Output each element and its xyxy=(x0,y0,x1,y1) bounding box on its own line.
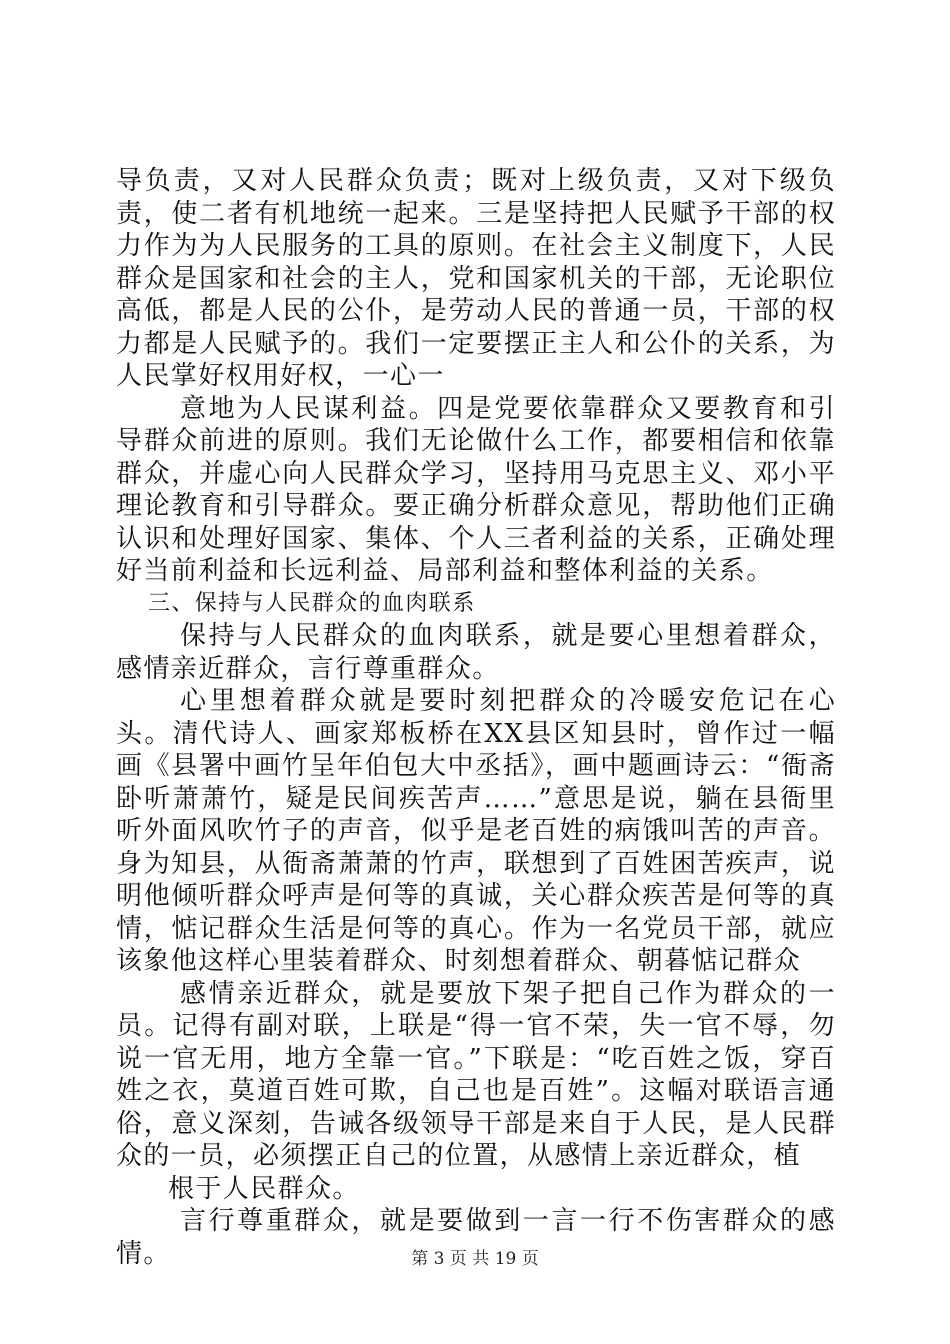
paragraph: 保持与人民群众的血肉联系，就是要心里想着群众，感情亲近群众，言行尊重群众。 xyxy=(116,621,836,684)
paragraph: 根于人民群众。 xyxy=(168,1173,360,1204)
section-heading: 三、保持与人民群众的血肉联系 xyxy=(148,590,476,616)
paragraph: 言行尊重群众，就是要做到一言一行不伤害群众的感情。 xyxy=(116,1206,836,1269)
body-text xyxy=(116,165,836,1270)
paragraph: 意地为人民谋利益。四是党要依靠群众又要教育和引导群众前进的原则。我们无论做什么工作，都要相信和依靠群众，并虚心向人民群众学习，坚持用马克思主义、邓小平理论教育和引导群众。要正确分析群众意见，帮助他们正确认识和处理好国家、集体、个人三者利益的关系，正确处理好当前利益和长远利益、局部利益和整体利益的关系。 xyxy=(116,393,836,586)
paragraph: 感情亲近群众，就是要放下架子把自己作为群众的一员。记得有副对联，上联是“得一官不荣，失一官不辱，勿说一官无用，地方全靠一官。”下联是：“吃百姓之饭，穿百姓之衣，莫道百姓可欺，自己也是百姓”。这幅对联语言通俗，意义深刻，告诫各级领导干部是来自于人民，是人民群众的一员，必须摆正自己的位置，从感情上亲近群众，植 xyxy=(116,978,836,1171)
paragraph: 导负责，又对人民群众负责；既对上级负责，又对下级负责，使二者有机地统一起来。三是坚持把人民赋予干部的权力作为为人民服务的工具的原则。在社会主义制度下，人民群众是国家和社会的主人，党和国家机关的干部，无论职位高低，都是人民的公仆，是劳动人民的普通一员，干部的权力都是人民赋予的。我们一定要摆正主人和公仆的关系，为人民掌好权用好权，一心一 xyxy=(116,166,836,391)
page-footer: 第 3 页 共 19 页 xyxy=(411,1249,539,1269)
paragraph: 心里想着群众就是要时刻把群众的冷暖安危记在心头。清代诗人、画家郑板桥在XX县区知县时，曾作过一幅画《县署中画竹呈年伯包大中丞括》，画中题画诗云：“衙斋卧听萧萧竹，疑是民间疾苦声……”意思是说，躺在县衙里听外面风吹竹子的声音，似乎是老百姓的病饿叫苦的声音。身为知县，从衙斋萧萧的竹声，联想到了百姓困苦疾声，说明他倾听群众呼声是何等的真诚，关心群众疾苦是何等的真情，惦记群众生活是何等的真心。作为一名党员干部，就应该象他这样心里装着群众、时刻想着群众、朝暮惦记群众 xyxy=(116,686,836,976)
